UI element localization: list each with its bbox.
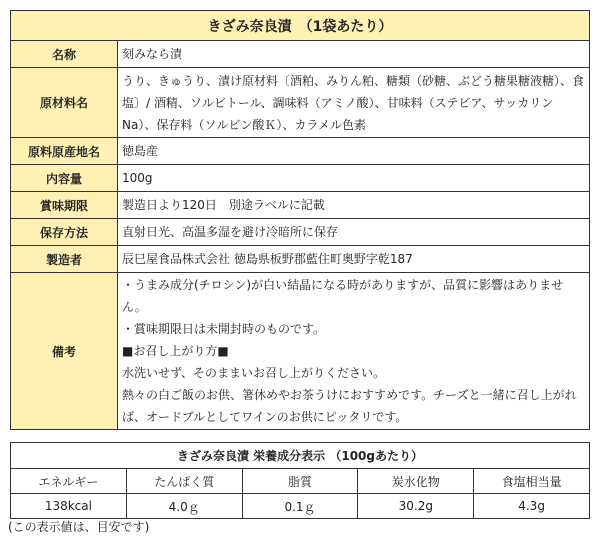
label-origin: 原料原産地名 (11, 138, 118, 165)
info-table-title: きざみ奈良漬 （1袋あたり） (11, 11, 590, 41)
info-row-name (11, 41, 590, 68)
nutrition-header-row (11, 469, 590, 494)
value-protein: 4.0ｇ (126, 494, 242, 519)
value-carbohydrate: 30.2g (358, 494, 474, 519)
value-best-before: 製造日より120日 別途ラベルに記載 (118, 192, 590, 219)
header-protein: たんぱく質 (126, 469, 242, 494)
value-storage: 直射日光、高温多湿を避け冷暗所に保存 (118, 219, 590, 246)
info-row-ingredients (11, 68, 590, 138)
notes-line-serving-suggestion: 熱々の白ご飯のお供、箸休めやお茶うけにおすすめです。チーズと一緒に召し上がれば、オードブルとしてワインのお供にピッタリです。 (122, 388, 577, 424)
nutrition-footnote: (この表示値は、目安です) (8, 520, 150, 534)
notes-line-unopened: ・賞味期限日は未開封時のものです。 (122, 322, 326, 336)
header-energy: エネルギー (11, 469, 127, 494)
value-salt: 4.3g (474, 494, 590, 519)
header-salt: 食塩相当量 (474, 469, 590, 494)
label-quantity: 内容量 (11, 165, 118, 192)
header-fat: 脂質 (242, 469, 358, 494)
value-manufacturer: 辰巳屋食品株式会社 徳島県板野郡藍住町奥野字乾187 (118, 246, 590, 273)
notes-line-no-wash: 水洗いせず、そのままいお召し上がりください。 (122, 366, 386, 380)
value-fat: 0.1ｇ (242, 494, 358, 519)
nutrition-facts-table (10, 442, 590, 519)
label-notes: 備考 (11, 273, 118, 430)
info-row-best-before (11, 192, 590, 219)
label-storage: 保存方法 (11, 219, 118, 246)
notes-line-crystal: ・うまみ成分(チロシン)が白い結晶になる時がありますが、品質に影響はありません。 (122, 278, 564, 314)
label-manufacturer: 製造者 (11, 246, 118, 273)
value-quantity: 100g (118, 165, 590, 192)
nutrition-title-row (11, 443, 590, 469)
label-name: 名称 (11, 41, 118, 68)
info-row-storage (11, 219, 590, 246)
info-row-quantity (11, 165, 590, 192)
value-name: 刻みなら漬 (118, 41, 590, 68)
value-notes (118, 273, 590, 430)
nutrition-table-title: きざみ奈良漬 栄養成分表示 （100gあたり） (11, 443, 590, 469)
product-info-table (10, 10, 590, 430)
info-row-manufacturer (11, 246, 590, 273)
notes-line-how-to-eat-heading: ■お召し上がり方■ (122, 344, 229, 358)
value-energy: 138kcal (11, 494, 127, 519)
value-ingredients: うり、きゅうり、漬け原材料〔酒粕、みりん粕、糖類（砂糖、ぶどう糖果糖液糖）、食塩〕/ 酒精、ソルビトール、調味料（アミノ酸）、甘味料（ステビア、サッカリンNa）、保存料（ソルビン酸Ｋ）、カラメル色素 (118, 68, 590, 138)
info-row-notes (11, 273, 590, 430)
header-carbohydrate: 炭水化物 (358, 469, 474, 494)
value-origin: 徳島産 (118, 138, 590, 165)
label-best-before: 賞味期限 (11, 192, 118, 219)
info-row-origin (11, 138, 590, 165)
nutrition-value-row (11, 494, 590, 519)
label-ingredients: 原材料名 (11, 68, 118, 138)
info-title-row (11, 11, 590, 41)
